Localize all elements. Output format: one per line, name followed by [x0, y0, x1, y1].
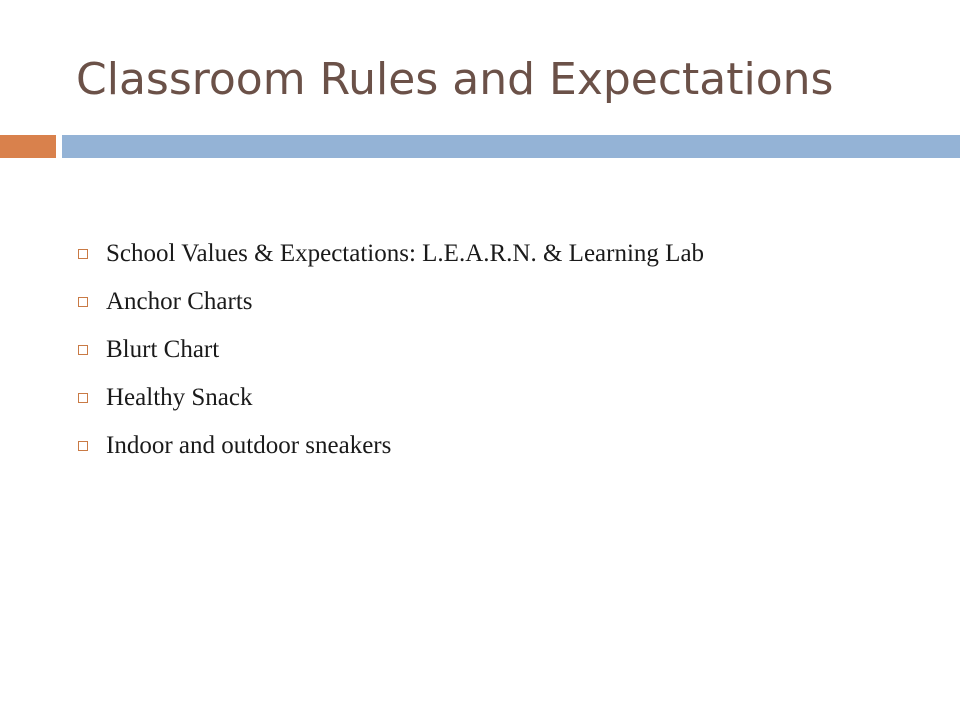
bullet-list	[78, 230, 704, 470]
square-bullet-icon	[78, 249, 88, 259]
square-bullet-icon	[78, 345, 88, 355]
bullet-text: School Values & Expectations: L.E.A.R.N. & Learning Lab	[106, 240, 705, 267]
bullet-text: Indoor and outdoor sneakers	[106, 432, 392, 459]
bullet-text: Blurt Chart	[106, 336, 220, 363]
bullet-item	[78, 278, 704, 326]
square-bullet-icon	[78, 441, 88, 451]
accent-bar-orange	[0, 135, 56, 158]
bullet-item	[78, 230, 704, 278]
bullet-item	[78, 422, 704, 470]
bullet-item	[78, 374, 704, 422]
bullet-text: Anchor Charts	[106, 288, 253, 315]
bullet-item	[78, 326, 704, 374]
slide-title: Classroom Rules and Expectations	[76, 54, 834, 105]
bullet-text: Healthy Snack	[106, 384, 253, 411]
square-bullet-icon	[78, 393, 88, 403]
square-bullet-icon	[78, 297, 88, 307]
accent-bar-blue	[62, 135, 960, 158]
